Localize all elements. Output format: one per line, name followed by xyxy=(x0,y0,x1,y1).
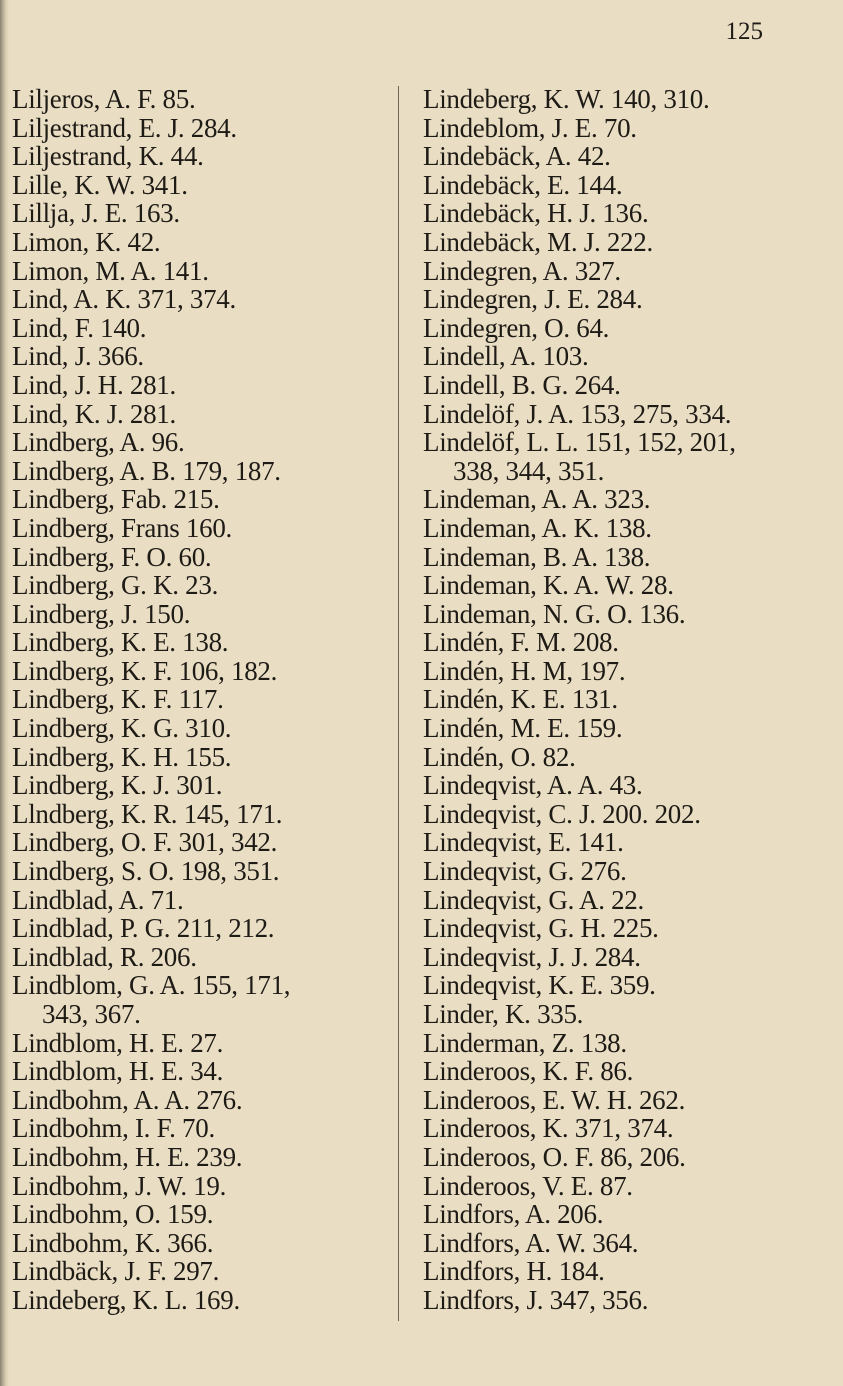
index-column-left xyxy=(12,85,290,1315)
index-entry: Linderoos, O. F. 86, 206. xyxy=(423,1141,686,1172)
index-entry: Linderoos, K. 371, 374. xyxy=(423,1113,674,1144)
index-entry: Lindén, K. E. 131. xyxy=(423,684,618,715)
index-entry: Lindberg, K. G. 310. xyxy=(12,713,232,744)
index-entry: Lindeman, A. K. 138. xyxy=(423,512,652,543)
index-entry: Lindbohm, O. 159. xyxy=(12,1199,214,1230)
column-divider xyxy=(398,86,399,1321)
index-entry: Lind, J. H. 281. xyxy=(12,369,176,400)
index-entry: Lindeman, A. A. 323. xyxy=(423,484,651,515)
index-entry: Liljestrand, K. 44. xyxy=(12,141,204,172)
index-entry: Lindfors, J. 347, 356. xyxy=(423,1284,649,1315)
index-entry: Lindbohm, K. 366. xyxy=(12,1227,214,1258)
index-entry: Lindberg, K. F. 117. xyxy=(12,684,224,715)
index-entry: Lindén, H. M, 197. xyxy=(423,655,626,686)
index-entry: Lindberg, K. E. 138. xyxy=(12,627,229,658)
index-entry: Lindebäck, H. J. 136. xyxy=(423,198,649,229)
index-entry: Liljeros, A. F. 85. xyxy=(12,84,196,114)
index-entry: Lindebäck, E. 144. xyxy=(423,169,623,200)
index-entry: Lindblad, A. 71. xyxy=(12,884,184,915)
index-entry: Lindberg, K. J. 301. xyxy=(12,770,223,801)
index-entry: Lindberg, Frans 160. xyxy=(12,512,232,543)
index-entry: Linderoos, E. W. H. 262. xyxy=(423,1084,686,1115)
index-entry-continuation: 338, 344, 351. xyxy=(453,455,605,486)
index-entry: Lind, J. 366. xyxy=(12,341,144,372)
index-entry: Lindeqvist, A. A. 43. xyxy=(423,770,643,801)
index-entry: Lindegren, A. 327. xyxy=(423,255,621,286)
index-entry: Lindbohm, J. W. 19. xyxy=(12,1170,227,1201)
index-entry: Linder, K. 335. xyxy=(423,999,584,1029)
index-entry: Lindberg, O. F. 301, 342. xyxy=(12,827,278,858)
index-entry: Lindell, B. G. 264. xyxy=(423,369,621,400)
index-entry: Llndberg, K. R. 145, 171. xyxy=(12,798,283,829)
index-entry: Liljestrand, E. J. 284. xyxy=(12,112,237,143)
index-entry: Lind, A. K. 371, 374. xyxy=(12,284,236,315)
index-entry: Linderoos, V. E. 87. xyxy=(423,1170,633,1201)
index-entry: Lindeblom, J. E. 70. xyxy=(423,112,637,143)
index-entry-continuation: 343, 367. xyxy=(42,999,141,1029)
index-entry: Lindegren, J. E. 284. xyxy=(423,284,643,315)
page-binding-edge xyxy=(0,0,9,1386)
index-entry: Lindblad, P. G. 211, 212. xyxy=(12,913,275,944)
index-entry: Linderoos, K. F. 86. xyxy=(423,1056,634,1087)
index-entry: Lindelöf, L. L. 151, 152, 201, xyxy=(423,427,736,458)
index-entry: Lindeqvist, J. J. 284. xyxy=(423,941,641,972)
index-entry: Lindeman, K. A. W. 28. xyxy=(423,570,674,601)
index-entry: Linderman, Z. 138. xyxy=(423,1027,627,1058)
index-entry: Lindblom, H. E. 27. xyxy=(12,1027,224,1058)
index-entry: Lindeqvist, G. A. 22. xyxy=(423,884,644,915)
index-entry: Lindeqvist, E. 141. xyxy=(423,827,624,858)
index-entry: Lindeberg, K. L. 169. xyxy=(12,1284,240,1315)
index-entry: Lindelöf, J. A. 153, 275, 334. xyxy=(423,398,732,429)
index-entry: Lindbohm, I. F. 70. xyxy=(12,1113,215,1144)
index-entry: Lindén, M. E. 159. xyxy=(423,713,623,744)
index-entry: Lindblad, R. 206. xyxy=(12,941,197,972)
index-entry: Lind, F. 140. xyxy=(12,312,147,343)
index-entry: Lindeberg, K. W. 140, 310. xyxy=(423,84,710,114)
index-entry: Lindberg, Fab. 215. xyxy=(12,484,220,515)
index-entry: Lindblom, G. A. 155, 171, xyxy=(12,970,291,1001)
index-entry: Lindegren, O. 64. xyxy=(423,312,610,343)
index-column-right xyxy=(423,85,736,1315)
index-entry: Lindbohm, H. E. 239. xyxy=(12,1141,243,1172)
index-entry: Lindberg, K. H. 155. xyxy=(12,741,232,772)
index-entry: Lindberg, F. O. 60. xyxy=(12,541,212,572)
index-entry: Lindeqvist, G. 276. xyxy=(423,856,627,887)
index-entry: Lindén, F. M. 208. xyxy=(423,627,619,658)
index-entry: Lindén, O. 82. xyxy=(423,741,576,772)
index-entry: Lille, K. W. 341. xyxy=(12,169,188,200)
index-entry: Lindblom, H. E. 34. xyxy=(12,1056,224,1087)
index-entry: Lindeqvist, G. H. 225. xyxy=(423,913,659,944)
index-entry: Lindeqvist, C. J. 200. 202. xyxy=(423,798,701,829)
index-entry: Lillja, J. E. 163. xyxy=(12,198,180,229)
index-entry: Lindeman, B. A. 138. xyxy=(423,541,651,572)
index-entry: Lindbäck, J. F. 297. xyxy=(12,1256,220,1287)
index-entry: Lindebäck, M. J. 222. xyxy=(423,226,653,257)
index-entry: Lindeman, N. G. O. 136. xyxy=(423,598,686,629)
index-entry: Lindberg, S. O. 198, 351. xyxy=(12,856,280,887)
index-entry: Lindberg, K. F. 106, 182. xyxy=(12,655,278,686)
index-entry: Lindeqvist, K. E. 359. xyxy=(423,970,656,1001)
index-entry: Lindberg, A. B. 179, 187. xyxy=(12,455,281,486)
index-entry: Limon, K. 42. xyxy=(12,226,161,257)
page-number: 125 xyxy=(725,18,763,45)
index-entry: Lindfors, H. 184. xyxy=(423,1256,605,1287)
index-entry: Lind, K. J. 281. xyxy=(12,398,176,429)
index-entry: Lindell, A. 103. xyxy=(423,341,589,372)
index-entry: Lindbohm, A. A. 276. xyxy=(12,1084,243,1115)
index-entry: Lindebäck, A. 42. xyxy=(423,141,611,172)
index-entry: Lindberg, A. 96. xyxy=(12,427,185,458)
index-entry: Limon, M. A. 141. xyxy=(12,255,209,286)
index-entry: Lindberg, J. 150. xyxy=(12,598,191,629)
index-entry: Lindfors, A. 206. xyxy=(423,1199,604,1230)
index-entry: Lindfors, A. W. 364. xyxy=(423,1227,639,1258)
index-entry: Lindberg, G. K. 23. xyxy=(12,570,219,601)
